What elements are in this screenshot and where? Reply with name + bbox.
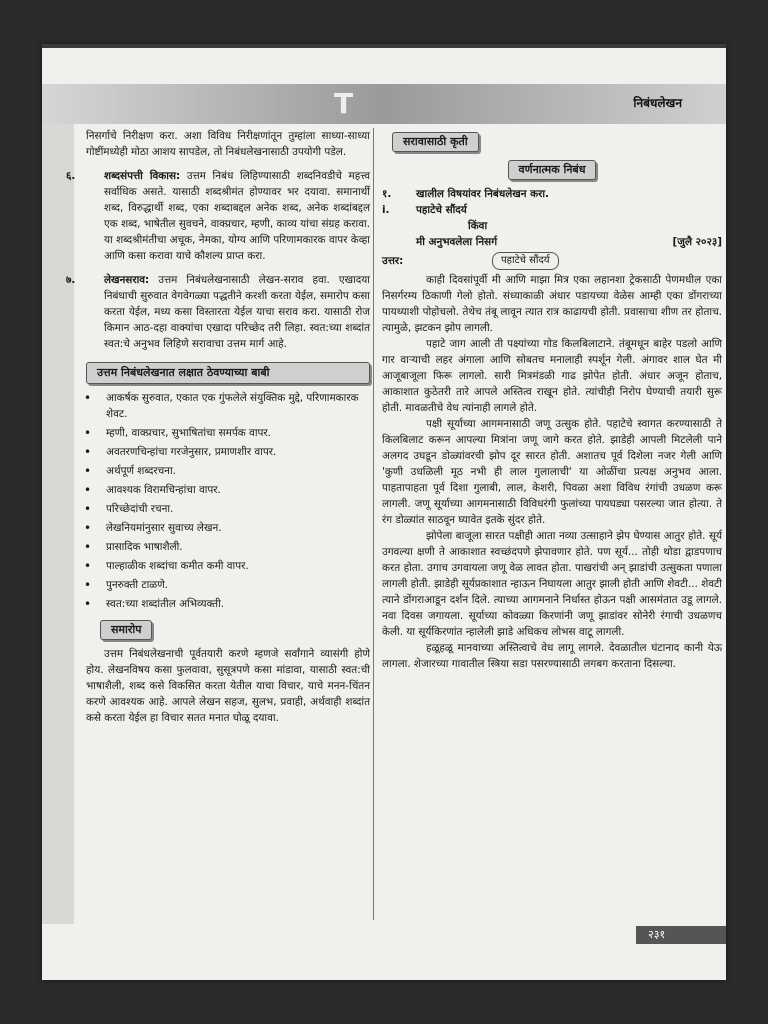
top-rule [42, 44, 726, 48]
essay-paragraph: हळूहळू मानवाच्या अस्तित्वाचे वेध लागू लागले. देवळातील घंटानाद कानी येऊ लागला. शेजारच्या गावातील स्त्रिया सडा पसरण्यासाठी लगबग करताना दिसल्या. [382, 642, 722, 670]
sub-number: i. [382, 204, 390, 216]
intro-paragraph: निसर्गाचे निरीक्षण करा. अशा विविध निरीक्षणांतून तुम्हांला साध्या-साध्या गोष्टींमध्येही मोठा आशय सापडेल, तो निबंधलेखनासाठी उपयोगी पडेल. [86, 130, 370, 158]
item-6 [64, 168, 370, 264]
or-label: किंवा [468, 220, 488, 232]
item-heading: लेखनसराव: [104, 274, 150, 286]
task-line [382, 186, 722, 202]
list-item: • आकर्षक सुरुवात, एकात एक गुंफलेले संयुक्तिक मुद्दे, परिणामकारक शेवट. [88, 390, 370, 422]
essay-paragraph: पक्षी सूर्याच्या आगमनासाठी जणू उत्सुक होते. पहाटेचे स्वागत करण्यासाठी ते किलबिलाट करून आपल्या मित्रांना जणू जागे करत होते. झाडेही आपली मिटलेली पाने अलगद उघडून डोळ्यांवरची झोप दूर सारत होती. अशातच पूर्व दिशेला नजर गेली आणि 'कुणी उधळिली मूठ नभी ही लाल गुलालाची' या ओळींचा प्रत्यक्ष अनुभव आला. पाहतापाहता पूर्व दिशा गुलाबी, लाल, केशरी, पिवळा अशा विविध रंगांची उधळण करू लागली. जणू सूर्याच्या आगमनासाठी विविधरंगी फुलांच्या पायघड्या पसरल्या जात होत्या. ते रंग डोळ्यांत साठवून घ्यावेत इतके सुंदर होते. [382, 418, 722, 526]
header-t-icon: T [334, 87, 354, 120]
list-item: • स्वत:च्या शब्दांतील अभिव्यक्ती. [88, 596, 370, 612]
column-divider [373, 128, 374, 920]
section-heading-tips: उत्तम निबंधलेखनात लक्षात ठेवण्याच्या बाबी [86, 362, 370, 384]
essay-paragraph: पहाटे जाग आली ती पक्ष्यांच्या गोड किलबिलाटाने. तंबूमधून बाहेर पडलो आणि गार वाऱ्याची लहर अंगाला आणि सोबतच मनालाही स्पर्शून गेली. अंगावर शाल घेत मी आजूबाजूला फिरू लागलो. सारी मित्रमंडळी गाढ झोपेत होती. अंधार अजून होताच, आकाशात कुठेतरी तारे आपले अस्तित्व राखून होते. त्यांचीही निरोप घेण्याची तयारी सुरू होती. मावळतीचे वेध त्यांनाही लागले होते. [382, 338, 722, 414]
list-item: • आवश्यक विरामचिन्हांचा वापर. [88, 482, 370, 498]
list-item: • अवतरणचिन्हांचा गरजेनुसार, प्रमाणशीर वापर. [88, 444, 370, 460]
right-column [382, 128, 722, 672]
item-text: उत्तम निबंध लिहिण्यासाठी शब्दनिवडीचे महत्त्व सर्वाधिक असते. यासाठी शब्दश्रीमंत होण्यावर भर दयावा. समानार्थी शब्द, विरुद्धार्थी शब्द, एका शब्दाबद्दल अनेक शब्द, अनेक शब्दांबद्दल एक शब्द, भाषेतील सुवचने, वाक्प्रचार, म्हणी, काव्य यांचा संग्रह करावा. या शब्दश्रीमंतीचा अचूक, नेमका, योग्य आणि परिणामकारक वापर केव्हा आणि कसा करावा याचे कौशल्य प्राप्त करा. [104, 170, 371, 262]
list-item: • पुनरुक्ती टाळणे. [88, 577, 370, 593]
answer-line [382, 252, 722, 270]
topic-2: मी अनुभवलेला निसर्ग [416, 236, 498, 248]
list-item: • अर्थपूर्ण शब्दरचना. [88, 463, 370, 479]
list-item: • परिच्छेदांची रचना. [88, 501, 370, 517]
textbook-page [42, 44, 726, 980]
essay-type-badge: वर्णनात्मक निबंध [508, 160, 597, 180]
chapter-header [42, 84, 726, 124]
chapter-title: निबंधलेखन [633, 96, 682, 110]
item-number: ६. [66, 170, 76, 182]
list-item: • म्हणी, वाक्प्रचार, सुभाषितांचा समर्पक वापर. [88, 425, 370, 441]
section-heading-conclusion: समारोप [100, 620, 152, 640]
page-number: २३१ [636, 926, 726, 944]
left-column [64, 128, 370, 726]
list-item: • पाल्हाळीक शब्दांचा कमीत कमी वापर. [88, 558, 370, 574]
answer-title: पहाटेचे सौंदर्य [492, 252, 559, 270]
task-text: खालील विषयांवर निबंधलेखन करा. [416, 188, 550, 200]
tips-list [64, 390, 370, 612]
list-item: • लेखनियमांनुसार सुवाच्य लेखन. [88, 520, 370, 536]
task-number: १. [382, 188, 392, 200]
topic-2-line [382, 234, 722, 250]
item-body [90, 272, 370, 352]
essay-paragraph: काही दिवसांपूर्वी मी आणि माझा मित्र एका लहानशा ट्रेकसाठी पेणमधील एका निसर्गरम्य ठिकाणी गेलो होतो. संध्याकाळी अंधार पडायच्या वेळेस आम्ही एका डोंगराच्या पायथ्याशी पोहोचलो. तेथेच तंबू लावून त्यात रात्र काढायची होती. प्रवासाचा शीण तर होताच. त्यामुळे, झटकन झोप लागली. [382, 274, 722, 334]
conclusion-paragraph: उत्तम निबंधलेखनाची पूर्वतयारी करणे म्हणजे सर्वांगाने व्यासंगी होणे होय. लेखनविषय कसा फुलवावा, सुसूत्रपणे कसा मांडावा, यासाठी स्वत:ची भाषाशैली, शब्द कसे विकसित करता येतील याचा विचार, याचे मनन-चिंतन करणे आवश्यक आहे. आपले लेखन सहज, सुलभ, प्रवाही, अर्थवाही शब्दांत कसे करता येईल हा विचार सतत मनात घोळू दयावा. [86, 648, 370, 724]
item-body [90, 168, 370, 264]
answer-label: उत्तर: [382, 255, 404, 267]
item-number: ७. [66, 274, 76, 286]
topic-line [382, 202, 722, 218]
list-item: • प्रासादिक भाषाशैली. [88, 539, 370, 555]
date-tag: [जुलै २०२३] [672, 236, 722, 248]
item-heading: शब्दसंपत्ती विकास: [104, 170, 181, 182]
essay-paragraph: झोपेला बाजूला सारत पक्षीही आता नव्या उत्साहाने झेप घेण्यास आतुर होते. सूर्य उगवल्या क्षणी ते आकाशात स्वच्छंदपणे झेपावणार होते. पण सूर्य... तोही थोडा द्वाडपणाच करत होता. उगाच उगवायला जणू वेळ लावत होता. पाखरांची अन् झाडांची उत्सुकता पणाला लागली होती. झाडेही सूर्यप्रकाशात न्हाऊन निघायला आतुर झाली होती आणि शेवटी... शेवटी त्याने डोंगराआडून दर्शन दिले. त्याच्या आगमनाने निर्धास्त होऊन पक्षी आसमंतात उडू लागले. नवा दिवस जगायला. सूर्याच्या कोवळ्या किरणांनी जणू झाडांवर सोनेरी रंगाची उधळणच केली. या सूर्यकिरणांत न्हालेली झाडे अधिकच लोभस वाटू लागली. [382, 530, 722, 638]
practice-heading: सरावासाठी कृती [392, 132, 479, 152]
topic-1: पहाटेचे सौंदर्य [416, 204, 467, 216]
item-text: उत्तम निबंधलेखनासाठी लेखन-सराव हवा. एखादया निबंधाची सुरुवात वेगवेगळ्या पद्धतीने करशी करता येईल, समारोप कसा करता येईल, मध्य कसा विस्तारता येईल याचा सराव करा. यासाठी रोज किमान आठ-दहा वाक्यांचा एखादा परिच्छेद तरी लिहा. स्वत:च्या शब्दांत स्वत:चे अनुभव लिहिणे सरावाचा उत्तम मार्ग आहे. [104, 274, 370, 350]
item-7 [64, 272, 370, 352]
